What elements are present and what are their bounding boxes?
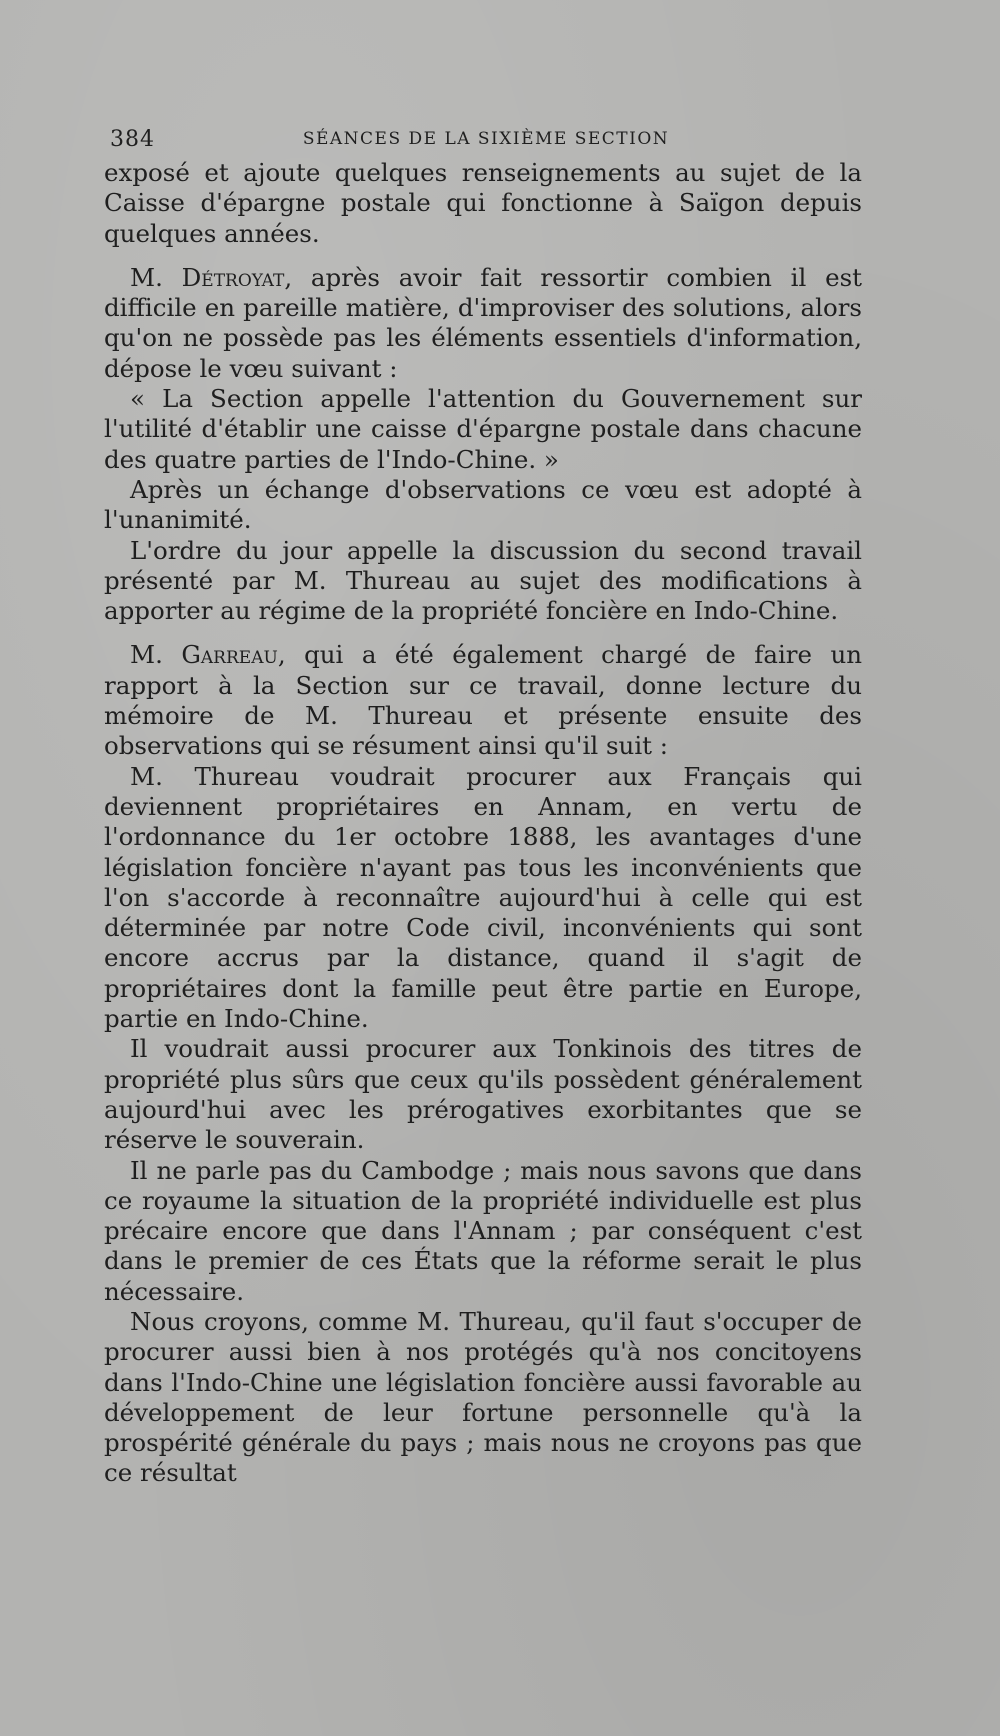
page-number: 384	[110, 127, 155, 152]
running-head	[110, 127, 862, 157]
paragraph: Il voudrait aussi procurer aux Tonkinois des titres de propriété plus sûrs que ceux qu'ils possèdent généralement aujourd'hui avec les prérogatives exorbitantes que se réserve le souverain.	[104, 1034, 862, 1155]
paragraph: « La Section appelle l'attention du Gouvernement sur l'utilité d'établir une caisse d'épargne postale dans chacune des quatre parties de l'Indo-Chine. »	[104, 384, 862, 474]
paragraph: M. Thureau voudrait procurer aux Français qui deviennent propriétaires en Annam, en vertu de l'ordonnance du 1er octobre 1888, les avantages d'une législation foncière n'ayant pas tous les inconvénients que l'on s'accorde à reconnaître aujourd'hui à celle qui est déterminée par notre Code civil, inconvénients qui sont encore accrus par la distance, quand il s'agit de propriétaires dont la famille peut être partie en Europe, partie en Indo-Chine.	[104, 761, 862, 1034]
speaker-name: M. Détroyat	[130, 262, 285, 292]
paragraph: Nous croyons, comme M. Thureau, qu'il faut s'occuper de procurer aussi bien à nos protégés qu'à nos concitoyens dans l'Indo-Chine une législation foncière aussi favorable au développement de leur fortune personnelle qu'à la prospérité générale du pays ; mais nous ne croyons pas que ce résultat	[104, 1306, 862, 1488]
paragraph: Il ne parle pas du Cambodge ; mais nous savons que dans ce royaume la situation de la propriété individuelle est plus précaire encore que dans l'Annam ; par conséquent c'est dans le premier de ces États que la réforme serait le plus nécessaire.	[104, 1155, 862, 1306]
paragraph: exposé et ajoute quelques renseignements au sujet de la Caisse d'épargne postale qui fonctionne à Saïgon depuis quelques années.	[104, 158, 862, 248]
paragraph-text: , après avoir fait ressortir combien il est difficile en pareille matière, d'improviser des solutions, alors qu'on ne possède pas les éléments essentiels d'information, dépose le vœu suivant :	[104, 262, 862, 383]
paragraph: Après un échange d'observations ce vœu est adopté à l'unanimité.	[104, 474, 862, 535]
body-text	[104, 158, 862, 1489]
running-title: SÉANCES DE LA SIXIÈME SECTION	[302, 129, 670, 149]
paragraph: L'ordre du jour appelle la discussion du second travail présenté par M. Thureau au sujet des modifications à apporter au régime de la propriété foncière en Indo-Chine.	[104, 535, 862, 626]
paragraph	[104, 263, 862, 384]
speaker-name: M. Garreau	[130, 640, 278, 670]
paragraph-text: , qui a été également chargé de faire un rapport à la Section sur ce travail, donne lecture du mémoire de M. Thureau et présente ensuite des observations qui se résument ainsi qu'il suit :	[104, 640, 863, 761]
paragraph	[104, 640, 862, 761]
